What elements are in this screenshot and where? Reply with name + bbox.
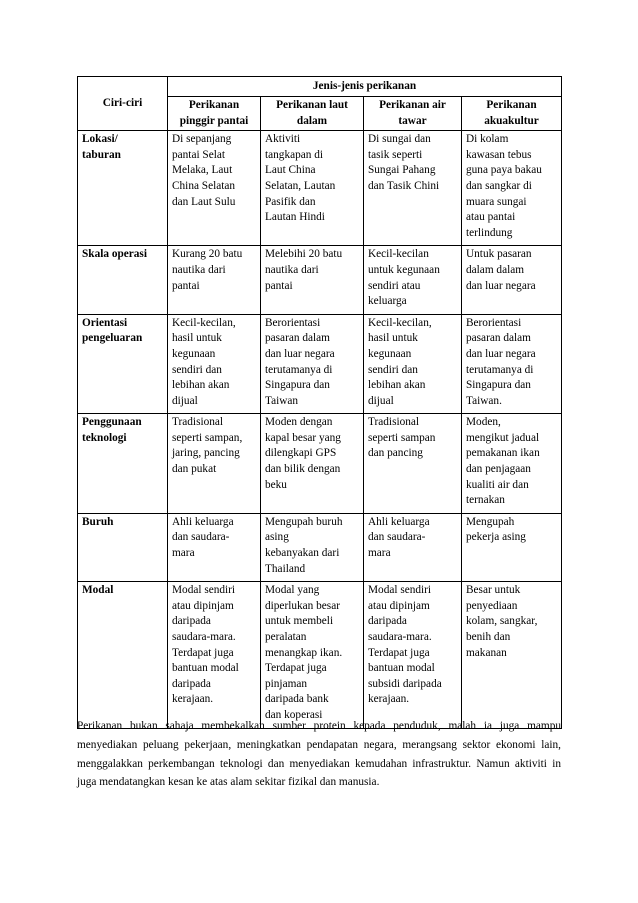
cell-text: Tradisional seperti sampan dan pancing	[368, 416, 436, 460]
column-header	[364, 97, 462, 131]
table-row	[78, 131, 562, 246]
row-label-cell	[78, 513, 168, 581]
row-label: Penggunaan teknologi	[82, 416, 142, 444]
cell-text: Aktiviti tangkapan di Laut China Selatan, Lautan Pasifik dan Lautan Hindi	[265, 133, 336, 224]
row-label: Orientasi pengeluaran	[82, 316, 143, 345]
group-header-text: Jenis-jenis perikanan	[312, 79, 417, 92]
cell-text: Modal sendiri atau dipinjam daripada saudara-mara. Terdapat juga bantuan modal daripada kerajaan.	[172, 584, 239, 706]
table-cell	[168, 414, 261, 514]
row-label-cell	[78, 314, 168, 414]
column-header	[261, 97, 364, 131]
row-label-cell	[78, 131, 168, 246]
cell-text: Berorientasi pasaran dalam dan luar negara terutamanya di Singapura dan Taiwan	[265, 316, 335, 407]
row-label: Buruh	[82, 515, 114, 528]
table-row	[78, 582, 562, 728]
cell-text: Mengupah pekerja asing	[466, 515, 526, 544]
cell-text: Modal yang diperlukan besar untuk membeli peralatan menangkap ikan. Terdapat juga pinjaman daripada bank dan koperasi	[265, 584, 343, 721]
table-cell	[364, 582, 462, 728]
table-header	[78, 77, 562, 131]
cell-text: Ahli keluarga dan saudara- mara	[368, 515, 430, 560]
table-cell	[261, 582, 364, 728]
header-row-group	[78, 77, 562, 97]
table-cell	[462, 246, 562, 314]
column-header-text: Perikanan pinggir pantai	[179, 99, 249, 127]
table-cell	[364, 246, 462, 314]
table-cell	[168, 582, 261, 728]
cell-text: Ahli keluarga dan saudara- mara	[172, 515, 234, 560]
cell-text: Besar untuk penyediaan kolam, sangkar, benih dan makanan	[466, 584, 538, 659]
column-header	[462, 97, 562, 131]
corner-header-text: Ciri-ciri	[102, 96, 143, 109]
cell-text: Kurang 20 batu nautika dari pantai	[172, 248, 243, 292]
table-cell	[261, 246, 364, 314]
column-header-text: Perikanan air tawar	[379, 99, 446, 127]
table-cell	[364, 513, 462, 581]
table-cell	[168, 513, 261, 581]
cell-text: Kecil-kecilan, hasil untuk kegunaan sendiri dan lebihan akan dijual	[368, 316, 432, 407]
table-cell	[462, 314, 562, 414]
row-label-cell	[78, 246, 168, 314]
table-row	[78, 246, 562, 314]
table-cell	[462, 513, 562, 581]
table-row	[78, 513, 562, 581]
table-cell	[168, 131, 261, 246]
table-body	[78, 131, 562, 728]
table-cell	[364, 131, 462, 246]
table-cell	[168, 246, 261, 314]
table-row	[78, 414, 562, 514]
cell-text: Tradisional seperti sampan, jaring, pancing dan pukat	[172, 416, 243, 476]
table-cell	[462, 414, 562, 514]
row-label: Modal	[82, 584, 114, 597]
column-header-text: Perikanan akuakultur	[484, 99, 539, 127]
column-header-text: Perikanan laut dalam	[276, 99, 348, 127]
group-header-cell	[168, 77, 562, 97]
cell-text: Di sungai dan tasik seperti Sungai Pahang dan Tasik Chini	[368, 133, 440, 192]
row-label-cell	[78, 414, 168, 514]
cell-text: Di kolam kawasan tebus guna paya bakau dan sangkar di muara sungai atau pantai terlindung	[466, 133, 542, 239]
table-cell	[261, 131, 364, 246]
cell-text: Moden dengan kapal besar yang dilengkapi GPS dan bilik dengan beku	[265, 416, 341, 491]
table-cell	[168, 314, 261, 414]
column-header	[168, 97, 261, 131]
cell-text: Di sepanjang pantai Selat Melaka, Laut China Selatan dan Laut Sulu	[172, 133, 236, 208]
cell-text: Moden, mengikut jadual pemakanan ikan dan penjagaan kualiti air dan ternakan	[466, 416, 540, 507]
table-row	[78, 314, 562, 414]
table-cell	[364, 414, 462, 514]
table-cell	[462, 582, 562, 728]
row-label: Lokasi/ taburan	[82, 133, 121, 161]
comparison-table	[77, 76, 562, 729]
cell-text: Untuk pasaran dalam dalam dan luar negara	[466, 248, 536, 292]
cell-text: Berorientasi pasaran dalam dan luar negara terutamanya di Singapura dan Taiwan.	[466, 316, 536, 407]
cell-text: Kecil-kecilan untuk kegunaan sendiri atau keluarga	[368, 248, 440, 308]
table-cell	[261, 513, 364, 581]
cell-text: Mengupah buruh asing kebanyakan dari Thailand	[265, 515, 343, 575]
corner-header-cell	[78, 77, 168, 131]
cell-text: Melebihi 20 batu nautika dari pantai	[265, 248, 343, 292]
body-paragraph: Perikanan bukan sahaja membekalkan sumber protein kepada penduduk, malah ia juga mampu menyediakan peluang pekerjaan, meningkatkan pendapatan negara, merangsang sektor ekonomi lain, menggalakkan perkembangan teknologi dan menyediakan kemudahan infrastruktur. Namun aktiviti in juga mendatangkan kesan ke atas alam sekitar fizikal dan manusia.	[77, 720, 561, 789]
cell-text: Kecil-kecilan, hasil untuk kegunaan sendiri dan lebihan akan dijual	[172, 316, 236, 407]
table-cell	[462, 131, 562, 246]
table-cell	[364, 314, 462, 414]
row-label-cell	[78, 582, 168, 728]
table-cell	[261, 314, 364, 414]
table-cell	[261, 414, 364, 514]
cell-text: Modal sendiri atau dipinjam daripada saudara-mara. Terdapat juga bantuan modal subsidi daripada kerajaan.	[368, 584, 442, 706]
row-label: Skala operasi	[82, 248, 147, 261]
